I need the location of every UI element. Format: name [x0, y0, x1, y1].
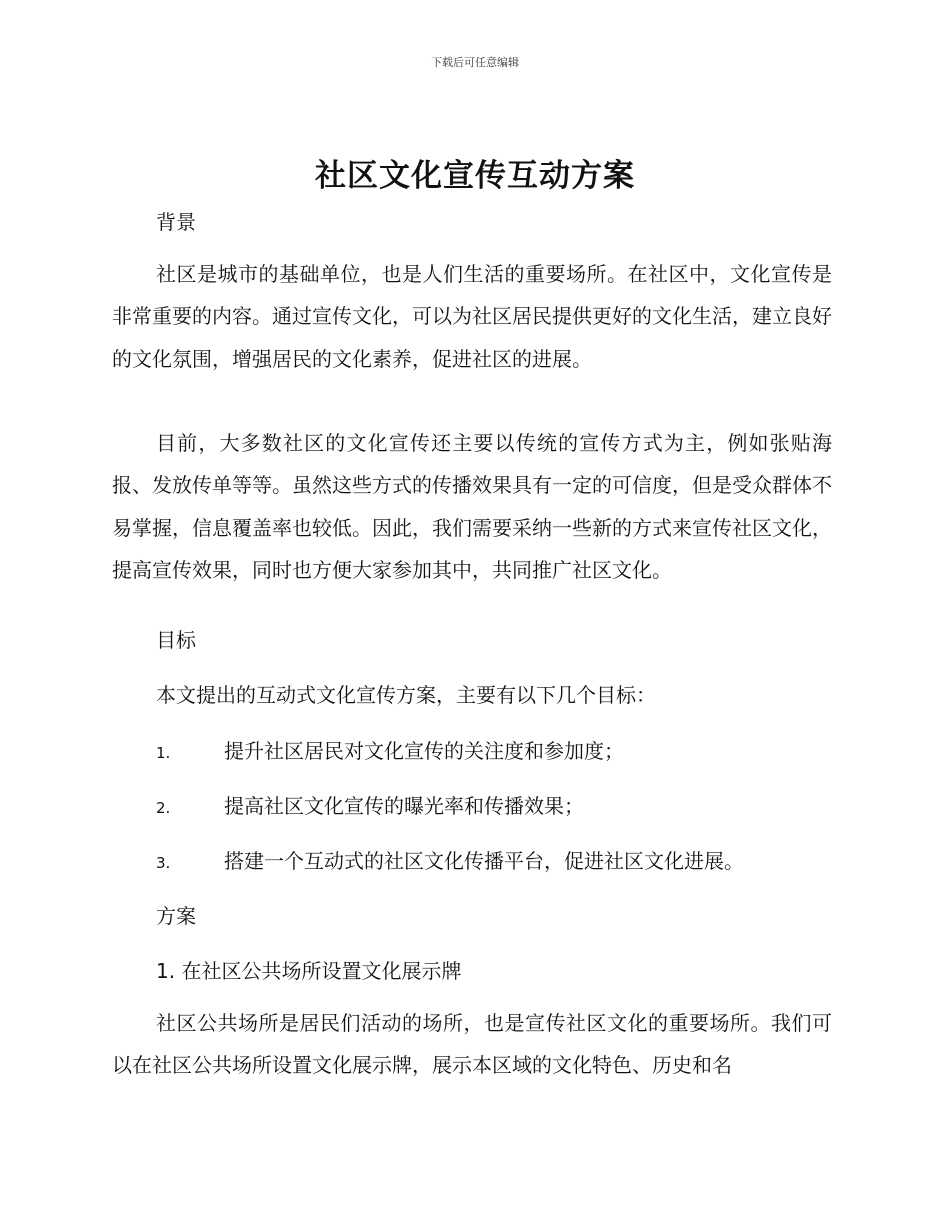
list-item [156, 735, 624, 764]
list-item [156, 845, 744, 874]
section-heading-plan: 方案 [156, 904, 196, 928]
document-title: 社区文化宣传互动方案 [315, 158, 635, 194]
page-header-note: 下载后可任意编辑 [431, 56, 519, 69]
section-heading-goals: 目标 [156, 628, 196, 652]
background-paragraph-2: 目前，大多数社区的文化宣传还主要以传统的宣传方式为主，例如张贴海报、发放传单等等。虽然这些方式的传播效果具有一定的可信度，但是受众群体不易掌握，信息覆盖率也较低。因此，我们需要采纳一些新的方式来宣传社区文化，提高宣传效果，同时也方便大家参加其中，共同推广社区文化。 [112, 431, 832, 582]
list-number: 3. [156, 854, 171, 872]
list-text: 提高社区文化宣传的曝光率和传播效果； [224, 794, 584, 818]
list-number: 1. [156, 744, 171, 762]
list-text: 搭建一个互动式的社区文化传播平台，促进社区文化进展。 [224, 849, 744, 873]
section-heading-background: 背景 [156, 210, 196, 234]
list-number: 2. [156, 799, 171, 817]
list-item [156, 790, 584, 819]
plan-paragraph-1: 社区公共场所是居民们活动的场所，也是宣传社区文化的重要场所。我们可以在社区公共场所设置文化展示牌，展示本区域的文化特色、历史和名 [112, 1011, 832, 1078]
goals-intro: 本文提出的互动式文化宣传方案，主要有以下几个目标： [156, 683, 656, 707]
plan-subheading-1: 1. 在社区公共场所设置文化展示牌 [156, 959, 462, 983]
list-text: 提升社区居民对文化宣传的关注度和参加度； [224, 739, 624, 763]
background-paragraph-1: 社区是城市的基础单位，也是人们生活的重要场所。在社区中，文化宣传是非常重要的内容。通过宣传文化，可以为社区居民提供更好的文化生活，建立良好的文化氛围，增强居民的文化素养，促进社区的进展。 [112, 262, 832, 371]
